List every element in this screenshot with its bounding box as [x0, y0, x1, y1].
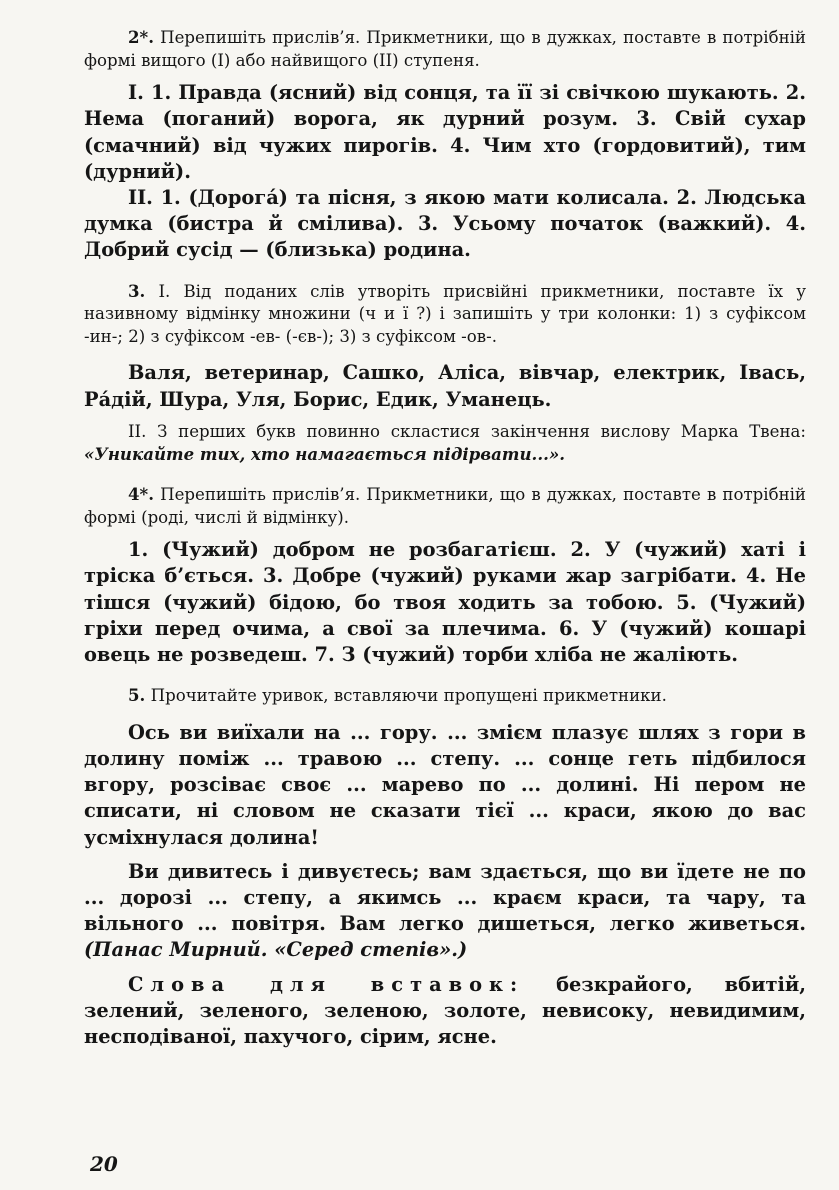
exercise-2-part-1: I. 1. Правда (ясний) від сонця, та її зі свічкою шукають. 2. Нема (поганий) ворога, як дурний розум. 3. Свій сухар (смачний) від чужих пирогів. 4. Чим хто (гордовитий), тим (дурний). [84, 81, 806, 183]
exercise-2-number: 2*. [128, 27, 155, 47]
textbook-page [84, 26, 806, 1050]
exercise-4-instruction-text: Перепишіть прислів’я. Прикметники, що в дужках, поставте в потрібній формі (роді, числі й відмінку). [84, 484, 806, 527]
exercise-5-paragraph-2-text: Ви дивитесь і дивуєтесь; вам здається, що ви їдете не по ... дорозі ... степу, а якимсь ... краєм краси, та чару, та вільного ... повітря. Вам легко дишеться, легко живеться. [84, 859, 806, 936]
exercise-3-word-list: Валя, ветеринар, Сашко, Аліса, вівчар, електрик, Івась, Ра́дій, Шура, Уля, Борис, Едик, Уманець. [84, 361, 806, 411]
words-label: Слова для вставок: [128, 972, 525, 996]
exercise-2-instruction-text: Перепишіть прислів’я. Прикметники, що в дужках, поставте в потрібній формі вищого (I) або найвищого (II) ступеня. [84, 28, 806, 70]
exercise-2-instruction [84, 26, 806, 72]
exercise-4-number: 4*. [128, 483, 155, 504]
exercise-2-part-2: II. 1. (Дорога́) та пісня, з якою мати колисала. 2. Людська думка (бистра й смілива). 3. Усьому початок (важкий). 4. Добрий сусід — (близька) родина. [84, 186, 806, 262]
exercise-4-instruction [84, 483, 806, 529]
exercise-3-instruction-text: I. Від поданих слів утворіть присвійні прикметники, поставте їх у називному відмінку множини (ч и ї ?) і запишіть у три колонки: 1) з суфіксом -ин-; 2) з суфіксом -ев- (-єв-); 3) з суфіксом -ов-. [84, 281, 806, 346]
page-number: 20 [90, 1152, 118, 1176]
exercise-5-paragraph-1: Ось ви виїхали на ... гору. ... змієм плазує шлях з гори в долину поміж ... травою ... степу. ... сонце геть підбилося вгору, розсіває своє ... марево по ... долині. Ні пером не списати, ні словом не сказати тієї ... краси, якою до вас усміхнулася долина! [84, 720, 806, 849]
exercise-5-instruction [84, 684, 806, 708]
exercise-5-paragraph-2 [84, 859, 806, 964]
exercise-5-source: (Панас Мирний. «Серед степів».) [84, 938, 468, 962]
exercise-5-instruction-text: Прочитайте уривок, вставляючи пропущені прикметники. [150, 686, 667, 706]
words-list: безкрайого, вбитій, зелений, зеленого, зеленою, золоте, невисоку, невидимим, несподіваної, пахучого, сірим, ясне. [84, 972, 806, 1049]
exercise-3-part-2 [84, 421, 806, 467]
exercise-4-proverbs: 1. (Чужий) добром не розбагатієш. 2. У (чужий) хаті і тріска б’ється. 3. Добре (чужий) руками жар загрібати. 4. Не тішся (чужий) бідою, бо твоя ходить за тобою. 5. (Чужий) гріхи перед очима, а свої за плечима. 6. У (чужий) кошарі овець не розведеш. 7. З (чужий) торби хліба не жаліють. [84, 538, 806, 666]
exercise-3-part-2-text: II. З перших букв повинно скластися закінчення вислову Марка Твена: [128, 421, 806, 441]
exercise-3-number: 3. [128, 280, 146, 301]
twain-quote: «Уникайте тих, хто намагається підірвати...». [84, 444, 566, 465]
exercise-5-number: 5. [128, 685, 146, 706]
exercise-3-instruction [84, 280, 806, 349]
exercise-5-words-for-insertion [84, 972, 806, 1051]
